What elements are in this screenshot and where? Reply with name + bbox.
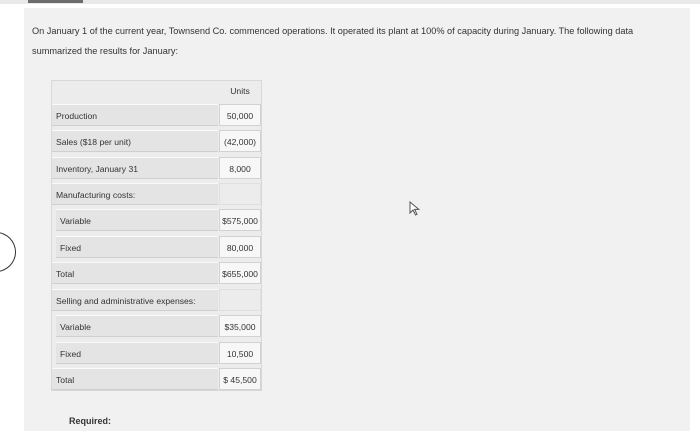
top-bar	[0, 0, 700, 4]
row-manufacturing-label: Manufacturing costs:	[52, 183, 218, 205]
row-sga-variable-value: $35,000	[219, 315, 261, 337]
collapse-handle[interactable]	[0, 232, 16, 272]
row-mfg-fixed-label: Fixed	[56, 236, 218, 258]
row-sga-variable-label: Variable	[56, 315, 218, 337]
problem-intro: On January 1 of the current year, Townsend Co. commenced operations. It operated its plant at 100% of capacity during January. The following data summarized the results for January:	[32, 26, 634, 56]
row-sga-total-value: $ 45,500	[219, 368, 261, 390]
row-production-label: Production	[52, 104, 218, 126]
mouse-pointer-icon	[409, 201, 421, 217]
row-sga-total-label: Total	[52, 368, 218, 390]
row-mfg-fixed-value: 80,000	[219, 236, 261, 258]
problem-panel	[24, 8, 690, 431]
required-heading: Required:	[69, 416, 112, 426]
row-mfg-total-label: Total	[52, 262, 218, 284]
row-selling-label: Selling and administrative expenses:	[52, 289, 218, 311]
row-sales-value: (42,000)	[219, 130, 261, 152]
row-sga-fixed-value: 10,500	[219, 342, 261, 364]
top-bar-accent	[28, 0, 83, 3]
row-mfg-variable-label: Variable	[56, 209, 218, 231]
row-sales-label: Sales ($18 per unit)	[52, 130, 218, 152]
units-header: Units	[230, 86, 250, 96]
row-mfg-variable-value: $575,000	[219, 209, 261, 231]
row-manufacturing-value	[219, 183, 261, 205]
row-sga-fixed-label: Fixed	[56, 342, 218, 364]
row-inventory-value: 8,000	[219, 157, 261, 179]
row-inventory-label: Inventory, January 31	[52, 157, 218, 179]
row-production-value: 50,000	[219, 104, 261, 126]
row-selling-value	[219, 289, 261, 311]
row-mfg-total-value: $655,000	[219, 262, 261, 284]
